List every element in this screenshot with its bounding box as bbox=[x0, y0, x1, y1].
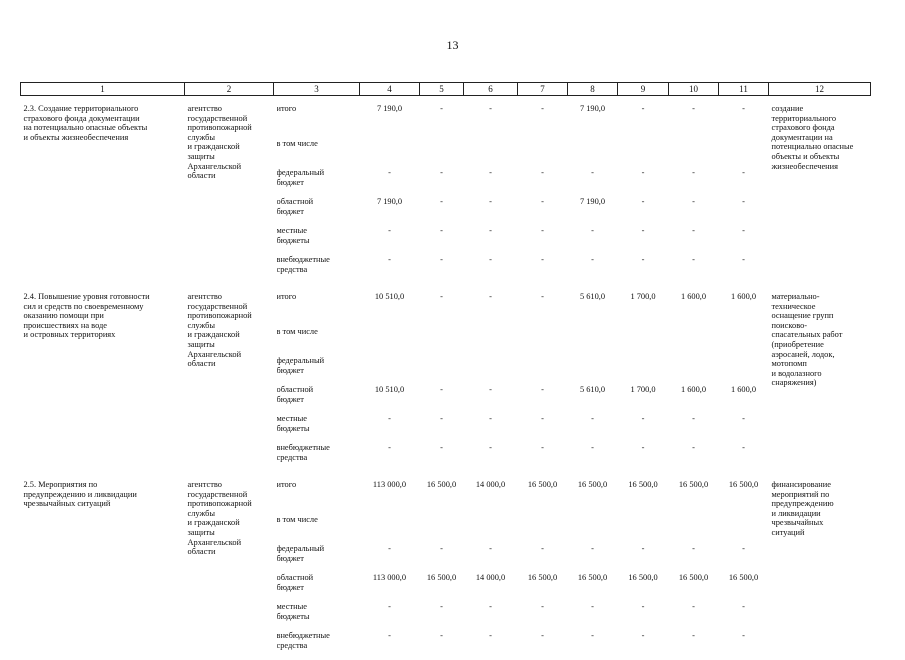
amount-cell bbox=[420, 509, 464, 544]
amount-cell bbox=[669, 321, 719, 356]
funding-source-label: местные bbox=[276, 226, 307, 235]
amount-cell: 10 510,0 bbox=[374, 292, 405, 301]
measure-title bbox=[21, 292, 185, 472]
amount-cell bbox=[568, 356, 618, 385]
agency-line: области bbox=[187, 171, 216, 181]
amount-cell: 1 600,0 bbox=[680, 385, 707, 394]
amount-cell: 7 190,0 bbox=[579, 104, 606, 113]
column-header-2: 2 bbox=[185, 83, 274, 96]
funding-source-label: бюджеты bbox=[276, 423, 310, 433]
amount-cell: 16 500,0 bbox=[628, 573, 658, 582]
responsible-agency bbox=[185, 292, 274, 472]
funding-source bbox=[274, 443, 360, 472]
column-header-12: 12 bbox=[769, 83, 871, 96]
amount-cell: - bbox=[440, 414, 443, 423]
amount-cell: - bbox=[641, 226, 645, 235]
funding-source-label: местные bbox=[276, 414, 307, 423]
amount-cell: - bbox=[440, 631, 443, 640]
amount-cell bbox=[518, 509, 568, 544]
agency-line: области bbox=[187, 359, 216, 369]
agency-line: противопожарной bbox=[187, 123, 252, 133]
amount-cell: - bbox=[388, 414, 391, 423]
title-line: сил и средств по своевременному bbox=[23, 301, 144, 311]
result-line: потенциально опасные bbox=[771, 142, 854, 152]
result-line: (приобретение bbox=[771, 339, 824, 349]
amount-cell: - bbox=[388, 443, 391, 452]
column-header-6: 6 bbox=[464, 83, 518, 96]
amount-cell: - bbox=[742, 226, 745, 235]
amount-cell: 16 500,0 bbox=[426, 573, 457, 582]
funding-source-label: областной bbox=[276, 197, 314, 206]
amount-cell: - bbox=[591, 414, 594, 423]
expected-result bbox=[769, 292, 871, 472]
title-line: на потенциально опасные объекты bbox=[23, 123, 148, 133]
result-line: предупреждению bbox=[771, 499, 834, 509]
amount-cell: - bbox=[489, 226, 492, 235]
agency-line: Архангельской bbox=[187, 161, 242, 171]
result-line: мероприятий по bbox=[771, 489, 830, 499]
funding-source-label: бюджет bbox=[276, 365, 304, 375]
funding-source bbox=[274, 104, 360, 133]
amount-cell: 1 600,0 bbox=[680, 292, 707, 301]
funding-source-label: внебюджетные bbox=[276, 443, 330, 452]
funding-source bbox=[274, 255, 360, 284]
result-line: финансирование bbox=[771, 480, 831, 489]
funding-source bbox=[274, 544, 360, 573]
amount-cell: 14 000,0 bbox=[475, 480, 506, 489]
amount-cell: - bbox=[641, 168, 645, 177]
column-header-7: 7 bbox=[518, 83, 568, 96]
amount-cell: - bbox=[692, 168, 695, 177]
result-line: оснащение групп bbox=[771, 311, 834, 321]
amount-cell: - bbox=[440, 292, 443, 301]
amount-cell: - bbox=[541, 292, 544, 301]
program-table bbox=[20, 82, 871, 660]
funding-source bbox=[274, 631, 360, 660]
column-header-3: 3 bbox=[274, 83, 360, 96]
amount-cell: - bbox=[388, 255, 391, 264]
funding-source-label: бюджет bbox=[276, 582, 304, 592]
amount-cell bbox=[420, 133, 464, 168]
funding-source-label: областной bbox=[276, 385, 314, 394]
amount-cell: - bbox=[591, 226, 594, 235]
amount-cell: - bbox=[692, 226, 695, 235]
amount-cell: - bbox=[440, 544, 443, 553]
amount-cell bbox=[618, 356, 669, 385]
funding-source-label: внебюджетные bbox=[276, 631, 330, 640]
agency-line: Архангельской bbox=[187, 349, 242, 359]
amount-cell: - bbox=[541, 414, 544, 423]
amount-cell: - bbox=[440, 104, 443, 113]
amount-cell: - bbox=[489, 385, 492, 394]
amount-cell: - bbox=[692, 602, 695, 611]
amount-cell: 5 610,0 bbox=[579, 385, 606, 394]
page-number: 13 bbox=[446, 38, 459, 52]
amount-cell bbox=[669, 509, 719, 544]
amount-cell: - bbox=[641, 414, 645, 423]
amount-cell: 7 190,0 bbox=[579, 197, 606, 206]
agency-line: Архангельской bbox=[187, 537, 242, 547]
column-header-9: 9 bbox=[618, 83, 669, 96]
agency-line: области bbox=[187, 547, 216, 557]
amount-cell: - bbox=[388, 168, 391, 177]
result-line: создание bbox=[771, 104, 804, 113]
funding-source-label: бюджеты bbox=[276, 235, 310, 245]
amount-cell: - bbox=[440, 168, 443, 177]
funding-source bbox=[274, 480, 360, 509]
funding-source-label: в том числе bbox=[276, 327, 318, 336]
amount-cell: - bbox=[692, 197, 695, 206]
funding-source-label: областной bbox=[276, 573, 314, 582]
result-line: спасательных работ bbox=[771, 330, 843, 340]
result-line: материально- bbox=[771, 292, 820, 301]
amount-cell: 113 000,0 bbox=[372, 573, 407, 582]
amount-cell: - bbox=[641, 602, 645, 611]
amount-cell: - bbox=[440, 226, 443, 235]
amount-cell bbox=[719, 321, 769, 356]
amount-cell bbox=[719, 133, 769, 168]
measure-title bbox=[21, 104, 185, 284]
amount-cell bbox=[719, 509, 769, 544]
column-header-5: 5 bbox=[420, 83, 464, 96]
result-line: мотопомп bbox=[771, 359, 807, 369]
amount-cell: - bbox=[641, 255, 645, 264]
amount-cell: - bbox=[591, 602, 594, 611]
amount-cell: - bbox=[742, 168, 745, 177]
result-line: документации на bbox=[771, 132, 833, 142]
amount-cell: - bbox=[541, 255, 544, 264]
title-line: и островных территориях bbox=[23, 330, 116, 340]
funding-source-label: федеральный bbox=[276, 544, 325, 553]
table-row bbox=[21, 480, 871, 509]
amount-cell: - bbox=[692, 631, 695, 640]
agency-line: защиты bbox=[187, 339, 215, 349]
funding-source bbox=[274, 573, 360, 602]
amount-cell: - bbox=[388, 631, 391, 640]
agency-line: защиты bbox=[187, 527, 215, 537]
amount-cell: - bbox=[489, 602, 492, 611]
title-line: оказанию помощи при bbox=[23, 311, 104, 321]
responsible-agency bbox=[185, 480, 274, 660]
result-line: и водолазного bbox=[771, 368, 822, 378]
agency-line: защиты bbox=[187, 151, 215, 161]
amount-cell bbox=[464, 509, 518, 544]
title-line: 2.5. Мероприятия по bbox=[23, 480, 98, 489]
result-line: жизнеобеспечения bbox=[771, 161, 838, 171]
amount-cell: 1 700,0 bbox=[630, 292, 656, 301]
table-row bbox=[21, 104, 871, 133]
agency-line: и гражданской bbox=[187, 142, 240, 152]
title-line: 2.3. Создание территориального bbox=[23, 104, 139, 113]
funding-source-label: бюджет bbox=[276, 553, 304, 563]
title-line: страхового фонда документации bbox=[23, 113, 140, 123]
amount-cell: - bbox=[489, 544, 492, 553]
amount-cell: - bbox=[641, 443, 645, 452]
funding-source-label: средства bbox=[276, 452, 308, 462]
amount-cell: - bbox=[541, 168, 544, 177]
amount-cell bbox=[518, 321, 568, 356]
funding-source-label: средства bbox=[276, 264, 308, 274]
amount-cell: 16 500,0 bbox=[728, 480, 759, 489]
amount-cell: - bbox=[541, 197, 544, 206]
funding-source bbox=[274, 292, 360, 321]
amount-cell: - bbox=[440, 385, 443, 394]
amount-cell bbox=[719, 356, 769, 385]
amount-cell: - bbox=[641, 544, 645, 553]
funding-source-label: бюджет bbox=[276, 394, 304, 404]
table-row bbox=[21, 292, 871, 321]
agency-line: службы bbox=[187, 132, 216, 142]
column-header-11: 11 bbox=[719, 83, 769, 96]
amount-cell: 16 500,0 bbox=[527, 573, 558, 582]
amount-cell: - bbox=[541, 631, 544, 640]
funding-source bbox=[274, 197, 360, 226]
funding-source bbox=[274, 602, 360, 631]
amount-cell: - bbox=[541, 443, 544, 452]
amount-cell bbox=[618, 133, 669, 168]
result-line: объекты и объекты bbox=[771, 151, 840, 161]
amount-cell bbox=[360, 321, 420, 356]
amount-cell: 16 500,0 bbox=[678, 573, 709, 582]
agency-line: государственной bbox=[187, 301, 248, 311]
amount-cell bbox=[568, 321, 618, 356]
amount-cell bbox=[568, 133, 618, 168]
amount-cell: 1 600,0 bbox=[730, 292, 757, 301]
amount-cell: 14 000,0 bbox=[475, 573, 506, 582]
amount-cell: - bbox=[489, 292, 492, 301]
funding-source-label: в том числе bbox=[276, 139, 318, 148]
agency-line: государственной bbox=[187, 489, 248, 499]
amount-cell: - bbox=[440, 443, 443, 452]
amount-cell: - bbox=[742, 631, 745, 640]
amount-cell: - bbox=[440, 197, 443, 206]
amount-cell: - bbox=[692, 544, 695, 553]
amount-cell bbox=[360, 509, 420, 544]
amount-cell bbox=[518, 356, 568, 385]
amount-cell bbox=[464, 321, 518, 356]
amount-cell: - bbox=[641, 631, 645, 640]
amount-cell bbox=[518, 133, 568, 168]
amount-cell: - bbox=[541, 385, 544, 394]
funding-source-label: федеральный bbox=[276, 168, 325, 177]
amount-cell: 16 500,0 bbox=[426, 480, 457, 489]
funding-source-label: бюджеты bbox=[276, 611, 310, 621]
amount-cell: - bbox=[742, 443, 745, 452]
result-line: страхового фонда bbox=[771, 123, 835, 133]
amount-cell: - bbox=[541, 544, 544, 553]
amount-cell: 7 190,0 bbox=[376, 104, 403, 113]
amount-cell: 5 610,0 bbox=[579, 292, 606, 301]
amount-cell: 16 500,0 bbox=[577, 480, 608, 489]
amount-cell: - bbox=[489, 414, 492, 423]
agency-line: противопожарной bbox=[187, 499, 252, 509]
agency-line: службы bbox=[187, 320, 216, 330]
amount-cell: - bbox=[641, 104, 645, 113]
amount-cell: - bbox=[742, 414, 745, 423]
amount-cell bbox=[360, 133, 420, 168]
funding-source bbox=[274, 168, 360, 197]
amount-cell bbox=[669, 356, 719, 385]
amount-cell: 1 600,0 bbox=[730, 385, 757, 394]
amount-cell: - bbox=[489, 255, 492, 264]
measure-title bbox=[21, 480, 185, 660]
amount-cell: - bbox=[742, 602, 745, 611]
result-line: аэросаней, лодок, bbox=[771, 349, 835, 359]
column-header-4: 4 bbox=[360, 83, 420, 96]
amount-cell: - bbox=[541, 104, 544, 113]
amount-cell bbox=[464, 133, 518, 168]
funding-source-label: внебюджетные bbox=[276, 255, 330, 264]
amount-cell: - bbox=[440, 255, 443, 264]
amount-cell bbox=[669, 133, 719, 168]
amount-cell: - bbox=[541, 226, 544, 235]
column-header-8: 8 bbox=[568, 83, 618, 96]
amount-cell: - bbox=[591, 255, 594, 264]
title-line: происшествиях на воде bbox=[23, 320, 107, 330]
result-line: чрезвычайных bbox=[771, 518, 824, 528]
agency-line: государственной bbox=[187, 113, 248, 123]
amount-cell bbox=[420, 321, 464, 356]
amount-cell bbox=[568, 509, 618, 544]
funding-source-label: итого bbox=[276, 480, 297, 489]
expected-result bbox=[769, 480, 871, 660]
amount-cell: - bbox=[489, 168, 492, 177]
funding-source bbox=[274, 385, 360, 414]
responsible-agency bbox=[185, 104, 274, 284]
amount-cell: - bbox=[440, 602, 443, 611]
funding-source bbox=[274, 226, 360, 255]
amount-cell: - bbox=[692, 255, 695, 264]
amount-cell: - bbox=[641, 197, 645, 206]
amount-cell: 113 000,0 bbox=[372, 480, 407, 489]
amount-cell: - bbox=[388, 544, 391, 553]
amount-cell: 10 510,0 bbox=[374, 385, 405, 394]
funding-source-label: местные bbox=[276, 602, 307, 611]
amount-cell: - bbox=[489, 631, 492, 640]
amount-cell: - bbox=[692, 104, 695, 113]
amount-cell: 16 500,0 bbox=[577, 573, 608, 582]
result-line: ситуаций bbox=[771, 527, 805, 537]
funding-source-label: итого bbox=[276, 104, 297, 113]
amount-cell: - bbox=[742, 255, 745, 264]
amount-cell: - bbox=[591, 168, 594, 177]
agency-line: агентство bbox=[187, 292, 222, 301]
amount-cell: 16 500,0 bbox=[728, 573, 759, 582]
header-row bbox=[21, 83, 871, 96]
amount-cell bbox=[360, 356, 420, 385]
title-line: предупреждению и ликвидации bbox=[23, 489, 137, 499]
amount-cell: - bbox=[541, 602, 544, 611]
agency-line: противопожарной bbox=[187, 311, 252, 321]
agency-line: службы bbox=[187, 508, 216, 518]
amount-cell: - bbox=[742, 197, 745, 206]
expected-result bbox=[769, 104, 871, 284]
funding-source-label: средства bbox=[276, 640, 308, 650]
amount-cell: - bbox=[742, 104, 745, 113]
result-line: техническое bbox=[771, 301, 816, 311]
amount-cell: - bbox=[742, 544, 745, 553]
funding-source bbox=[274, 414, 360, 443]
funding-source-label: федеральный bbox=[276, 356, 325, 365]
amount-cell: - bbox=[692, 443, 695, 452]
agency-line: и гражданской bbox=[187, 518, 240, 528]
result-line: территориального bbox=[771, 113, 837, 123]
amount-cell bbox=[464, 356, 518, 385]
agency-line: агентство bbox=[187, 480, 222, 489]
agency-line: и гражданской bbox=[187, 330, 240, 340]
amount-cell bbox=[618, 321, 669, 356]
amount-cell: - bbox=[692, 414, 695, 423]
result-line: снаряжения) bbox=[771, 378, 817, 388]
funding-source bbox=[274, 356, 360, 385]
column-header-10: 10 bbox=[669, 83, 719, 96]
result-line: и ликвидации bbox=[771, 508, 821, 518]
title-line: 2.4. Повышение уровня готовности bbox=[23, 292, 150, 301]
amount-cell: 7 190,0 bbox=[376, 197, 403, 206]
amount-cell: - bbox=[489, 197, 492, 206]
funding-source-label: бюджет bbox=[276, 177, 304, 187]
amount-cell: 1 700,0 bbox=[630, 385, 656, 394]
amount-cell: 16 500,0 bbox=[678, 480, 709, 489]
title-line: и объекты жизнеобеспечения bbox=[23, 132, 129, 142]
amount-cell: - bbox=[489, 104, 492, 113]
amount-cell bbox=[420, 356, 464, 385]
amount-cell: - bbox=[388, 226, 391, 235]
funding-source-label: в том числе bbox=[276, 515, 318, 524]
result-line: поисково- bbox=[771, 320, 808, 330]
amount-cell: - bbox=[489, 443, 492, 452]
amount-cell: - bbox=[591, 544, 594, 553]
funding-source-label: итого bbox=[276, 292, 297, 301]
amount-cell: 16 500,0 bbox=[527, 480, 558, 489]
amount-cell: - bbox=[591, 631, 594, 640]
column-header-1: 1 bbox=[21, 83, 185, 96]
funding-source bbox=[274, 509, 360, 544]
title-line: чрезвычайных ситуаций bbox=[23, 499, 111, 509]
amount-cell: - bbox=[388, 602, 391, 611]
funding-source bbox=[274, 133, 360, 168]
funding-source-label: бюджет bbox=[276, 206, 304, 216]
amount-cell bbox=[618, 509, 669, 544]
funding-source bbox=[274, 321, 360, 356]
agency-line: агентство bbox=[187, 104, 222, 113]
amount-cell: 16 500,0 bbox=[628, 480, 658, 489]
amount-cell: - bbox=[591, 443, 594, 452]
